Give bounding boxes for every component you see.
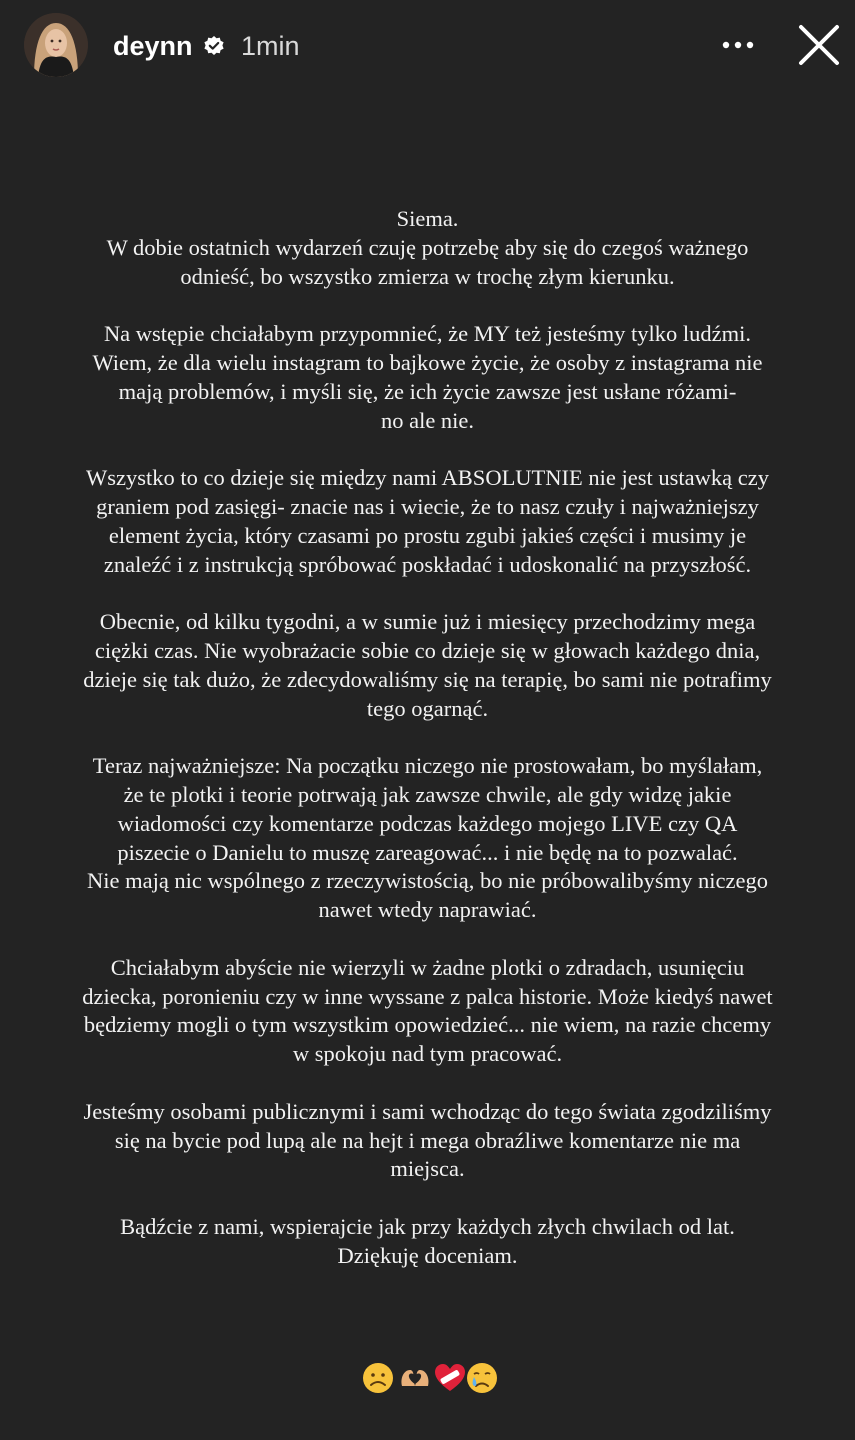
paragraph-most-important: Teraz najważniejsze: Na początku niczego nie prostowałam, bo myślałam, że te plotki i teorie potrwają jak zawsze chwile, ale gdy widzę jakie wiadomości czy komentarze podczas każdego mojego LIVE czy QA piszecie o Danielu to muszę zareagować... i nie będę na to pozwalać. Nie mają nic wspólnego z rzeczywistością, bo nie próbowalibyśmy niczego nawet wtedy naprawiać. <box>86 753 769 923</box>
sad-face-emoji <box>363 1363 393 1393</box>
paragraph-reminder: Na wstępie chciałabym przypomnieć, że MY też jesteśmy tylko ludźmi. Wiem, że dla wielu instagram to bajkowe życie, że osoby z instagrama nie mają problemów, i myśli się, że ich życie zawsze jest usłane różami- no ale nie. <box>92 321 763 433</box>
username[interactable]: deynn <box>113 31 193 61</box>
paragraph-rumors: Chciałabym abyście nie wierzyli w żadne plotki o zdradach, usunięciu dziecka, poronieniu czy w inne wyssane z palca historie. Może kiedyś nawet będziemy mogli o tym wszystkim opowiedzieć... nie wiem, na razie chcemy w spokoju nad tym pracować. <box>82 954 773 1067</box>
post-time: 1min <box>241 31 300 61</box>
paragraph-public-persons: Jesteśmy osobami publicznymi i sami wchodząc do tego świata zgodziliśmy się na bycie pod lupą ale na hejt i mega obraźliwe komentarze nie ma miejsca. <box>83 1098 772 1182</box>
paragraph-thanks: Bądźcie z nami, wspierajcie jak przy każdych złych chwilach od lat. Dziękuję doceniam. <box>120 1213 735 1268</box>
story-header <box>0 0 855 92</box>
heart-hands-emoji <box>401 1370 428 1386</box>
emoji-row <box>360 1360 500 1396</box>
paragraph-hard-time: Obecnie, od kilku tygodni, a w sumie już i miesięcy przechodzimy mega ciężki czas. Nie wyobrażacie sobie co dzieje się w głowach każdego dnia, dzieje się tak dużo, że zdecydowaliśmy się na terapię, bo sami nie potrafimy tego ogarnąć. <box>83 609 772 721</box>
mending-heart-emoji <box>435 1364 465 1391</box>
crying-face-emoji <box>467 1363 497 1393</box>
story-text <box>20 205 835 1299</box>
more-options-icon[interactable] <box>718 30 758 60</box>
verified-badge-icon <box>203 35 225 57</box>
avatar[interactable] <box>24 13 88 77</box>
close-icon[interactable] <box>794 20 844 70</box>
avatar-image <box>24 13 88 77</box>
paragraph-greeting: Siema. W dobie ostatnich wydarzeń czuję potrzebę aby się do czegoś ważnego odnieść, bo wszystko zmierza w trochę złym kierunku. <box>106 206 749 289</box>
paragraph-not-staged: Wszystko to co dzieje się między nami ABSOLUTNIE nie jest ustawką czy graniem pod zasięgi- znacie nas i wiecie, że to nasz czuły i najważniejszy element życia, który czasami po prostu zgubi jakieś części i musimy je znaleźć i z instrukcją spróbować poskładać i udoskonalić na przyszłość. <box>86 465 769 577</box>
